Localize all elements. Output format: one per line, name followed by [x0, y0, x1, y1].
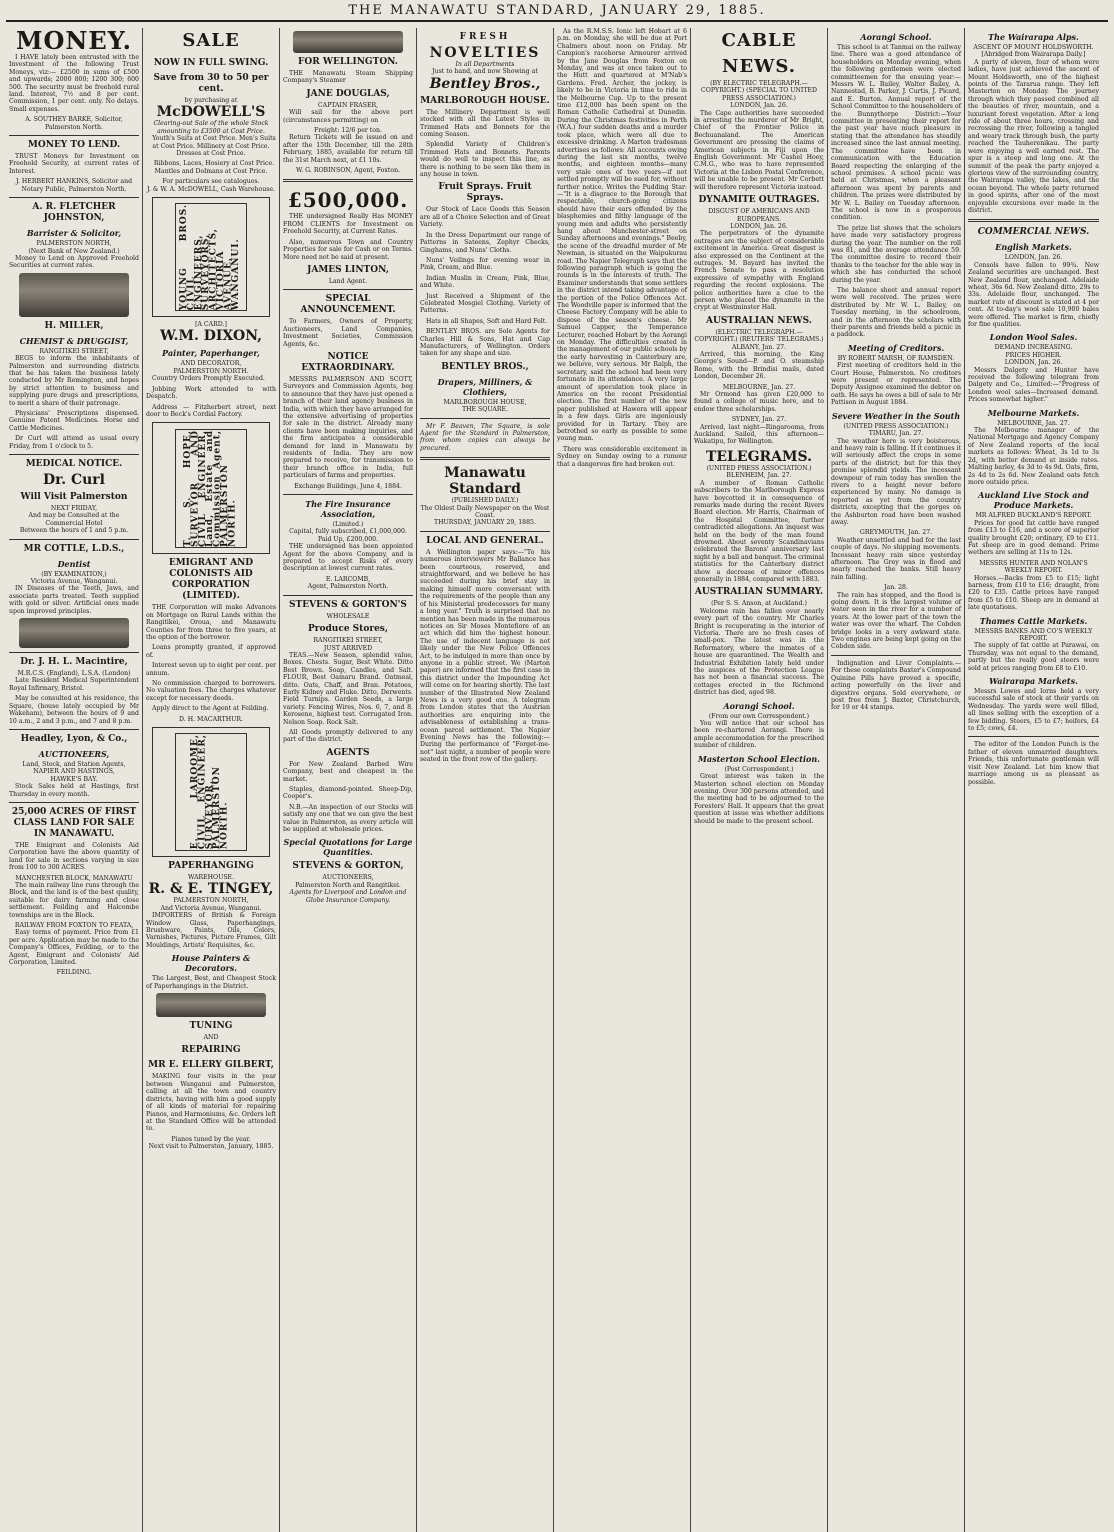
clearing-sale: Clearing-out Sale of the whole Stock amounting to £3500 at Cost Price.	[153, 120, 269, 135]
importers: IMPORTERS of British & Foreign Window Glass, Paperhangings, Brushware, Paints, Oils, Colors, Varnishes, Pictures, Picture Frames, Gilt Mouldings, Artists' Requisites, &c.	[146, 912, 276, 949]
largest-stock: The Largest, Best, and Cheapest Stock of Paperhangings in the District.	[146, 975, 276, 990]
auctioneers: AUCTIONEERS,	[38, 748, 110, 759]
greymouth-text: Weather unsettled and bad for the last couple of days. No shipping movements. Incessant heavy rain since yesterday afternoon. The Grey was in flood and nearly reached the banks. Still heavy rain falling.	[831, 536, 961, 581]
victoria-ave: Victoria Avenue, Wanganui.	[30, 578, 118, 586]
column-6	[691, 28, 828, 1532]
demand-increasing: DEMAND INCREASING.	[994, 344, 1073, 352]
wairarapa-alps: The Wairarapa Alps.	[988, 32, 1079, 42]
hope-card	[152, 422, 270, 554]
miller-text: BEGS to inform the inhabitants of Palmerston and surrounding districts that he has taken the business lately conducted by Mr Remington, and hopes by strict attention to business and supplying pure drugs and prescriptions, to merit a share of their patronage.	[9, 355, 139, 407]
indignation-ad: Indignation and Liver Complaints.—For these complaints Baxter's Compound Quinine Pills have proved a specific, acting powerfully on the liver and digestive organs. Sold everywhere, or post free from J. Baxter, Christchurch, for 19 or 44 stamps.	[831, 659, 961, 712]
jan28-text: The rain has stopped, and the flood is going down. It is the largest volume of water seen in the river for a number of years. At the lower part of the town the water was over the wharf. The Cobden bridge looks in a very awkward state. Two engines are being kept going on the Cobden side.	[831, 591, 961, 651]
headley-name: Headley, Lyon, & Co.,	[20, 733, 128, 744]
steamer-text: THE Manawatu Steam Shipping Company's Steamer	[283, 70, 413, 85]
bentley-agents: BENTLEY BROS. are Sole Agents for Charles Hill & Sons, Hat and Cap Manufacturers, of Wellington. Orders taken for any shape and size.	[420, 328, 550, 358]
london-date: LONDON, Jan. 26.	[730, 102, 788, 110]
save-banner: Save from 30 to 50 per cent.	[153, 73, 269, 94]
column-2	[143, 28, 280, 1532]
town-country: Also, numerous Town and Country Properties for sale for Cash or on Terms. More need not be said at present.	[283, 238, 413, 261]
column-3	[280, 28, 417, 1532]
hawkes-bay: HAWKE'S BAY.	[50, 775, 98, 783]
wool-text: Messrs Dalgety and Hunter have received the following telegram from Dalgety and Co., Limited:—"Progress of London wool sales—Increased demand. Prices somewhat higher."	[968, 366, 1099, 404]
english-markets: English Markets.	[995, 242, 1072, 253]
young-bros-card	[152, 197, 270, 317]
items-list: TEAS.—New Season, splendid value, Boxes. Chests. Sugar, Best White. Ditto Best Brown. Soap, Candles, and Salt. FLOUR, Best Oamaru Brand. Oatmeal, ditto. Oats, Chaff, and Bran. Potatoes, Early Kidney and Fluke. Ditto, Derwents. Field Turnips. Garden Seeds, a large variety. Fencing Wires, Nos. 6, 7, and 8. Kerosene, highest test. Corrugated Iron. Nelson Soap. Rock Salt.	[283, 651, 413, 726]
blenheim-date: BLENHEIM, Jan. 27.	[726, 472, 792, 480]
emigrant-heading: EMIGRANT AND COLONISTS AID CORPORATION (LIMITED).	[168, 558, 254, 602]
australian-news: AUSTRALIAN NEWS.	[706, 315, 812, 326]
melbourne-markets: Melbourne Markets.	[987, 407, 1080, 418]
dentist: Dentist	[57, 558, 91, 569]
special-quotations: Special Quotations for Large Quantities.	[283, 837, 413, 858]
trust-text: TRUST Moneys for Investment on Freehold Security, at current rates of Interest.	[9, 153, 139, 175]
bentley-bros-2: BENTLEY BROS.,	[441, 361, 529, 372]
auckland-markets: Auckland Live Stock and Produce Markets.	[978, 490, 1089, 511]
curl-attend: Dr Curl will attend as usual every Friday, from 1 o'clock to 5.	[9, 435, 139, 450]
summary-text: Welcome rain has fallen over nearly every part of the country. Mr Charles Bright is recuperating in the interior of Victoria. There are no fresh cases of small-pox. The latest was in the Reformatory, where the inmates of a house are quarantined. The Wealth and Industrial Exhibition lately held under the auspices of the Protection League has not been a financial success. The cottages erected in the Richmond district has died, aged 98.	[694, 607, 824, 697]
next-visit: Next visit to Palmerston, January, 1885.	[148, 1143, 274, 1151]
banks-text: The supply of fat cattle at Parawai, on Thursday, was not equal to the demand, partly but the really good steers were sold at prices ranging from £8 to £10.	[968, 642, 1099, 672]
drapers: Drapers, Milliners, & Clothiers,	[437, 376, 533, 397]
rangitikei-street: RANGITIKEI STREET,	[39, 347, 109, 355]
paper-title: Manawatu Standard	[444, 465, 526, 498]
cable-text: The Cape authorities have succeeded in arresting the murderer of Mr Bright, Chief of the Frontier Police in Bechuanaland. The American Government are pressing the claims of American subjects in Fiji upon the English Government. Mr Cashel Hoey, C.M.G., who was to have represented Victoria at the Lisbon Postal Conference, will be unable to be present. Mr Corbett will therefore represent Victoria instead.	[694, 109, 824, 191]
wool-london: LONDON, Jan. 26.	[1004, 359, 1063, 367]
paperhanging: PAPERHANGING	[168, 861, 254, 871]
late-resident: Late Resident Medical Superintendent Royal Infirmary, Bristol.	[9, 677, 139, 692]
chemist: CHEMIST & DRUGGIST,	[19, 335, 129, 346]
victoria-ave-2: And Victoria Avenue, Wanganui.	[160, 904, 262, 912]
the-square: THE SQUARE.	[462, 406, 508, 414]
johnston-name: A. R. FLETCHER JOHNSTON,	[32, 202, 116, 224]
timaru-date: TIMARU, Jan. 27.	[868, 430, 924, 438]
aus-summary: AUSTRALIAN SUMMARY.	[694, 587, 824, 598]
dixon-pn: PALMERSTON NORTH.	[173, 367, 249, 375]
hope-text: T. S. HOPE, SURVEYOR AND CIVIL ENGINEER, Land, Estate and Commission Agent, PALMERSTON NORTH.	[183, 429, 238, 547]
dress-department: In the Dress Department our range of Patterns in Sateens, Zephyr Checks, Ginghams, and Nuns' Cloths.	[420, 231, 550, 254]
dentist-engraving	[19, 618, 129, 648]
will-visit: Will Visit Palmerston	[20, 492, 128, 502]
local-text: A Wellington paper says:—"To his numerous interviewers Mr Ballance has been courteous, reserved, and straightforward, and we believe he has succeeded during his brief stay in making himself more conversant with the requirements of the people than any of his Ministerial predecessors for many a long year." Truth is surprised that no mention has been made in the numerous notices on Sir Moses Montefiore of an act which did him the highest honour. The use of indecent language is not likely under the New Police Offences Act, to be indulged in more than once by anyone in a public street. We (Marton paper) are informed that the first case in this district under the Impounding Act will come on for hearing shortly. The last number of the Illustrated New Zealand News is a very good one. A telegram from London states that the Austrian authorities are enquiring into the advisableness of establishing a trans-ocean parcel settlement. The Napier Evening News has the following:—During the performance of "Forget-me-not" last night, a number of people were seated in the front row of the gallery.	[420, 548, 550, 764]
barker-sig: A. SOUTHEY BARKE, Solicitor, Palmerston North.	[25, 116, 123, 131]
nb-note: N.B.—An inspection of our Stocks will satisfy any one that we can give the best value in Palmerston, as every article will be supplied at wholesale prices.	[283, 803, 413, 834]
dixon-address: Address — Fitzherbert street, next door to Beck's Cordial Factory.	[146, 403, 276, 418]
lace-goods: Our Stock of Lace Goods this Season are all of a Choice Selection and of Great Variety.	[420, 206, 550, 229]
english-text: Consols have fallen to 99¾. New Zealand securities are unchanged. Best New Zealand flour, unchanged. Adelaide wheat, 36s 6d. New Zealand ditto, 29s to 33s. Adelaide flour, unchanged. The market rate of discount is stated at 4 per cent. At to-day's wool sale 10,900 bales were offered. The market is firm, chiefly for fine qualities.	[968, 261, 1099, 328]
local-cont: As the R.M.S.S. Ionic left Hobart at 6 p.m. on Monday, she will be due at Port Chalmers about noon on Friday. Mr Campion's racehorse Armourer arrived by the Jane Douglas from Foxton on Monday, and was at once taken out to the Hutt and quartered at M'Nab's Gardens. Fred. Archer, the jockey, is likely to be in Victoria in time to ride in the Melbourne Cup. Up to the present time £12,000 has been spent on the Roman Catholic Cathedral at Dunedin. During the Christmas festivities in Perth (W.A.) four sudden deaths and a murder took place, which were all due to excessive drinking. A Marton tradesman advertises as follows: All accounts owing during the last six months, twelve months, and eighteen months—many very stale ones of two years—if not settled promptly will be sued for, without further notice. Writes the Pudding Star:—"It is a disgrace to the Borough that respectable, church-going citizens should have their ears offended by the blasphemies and filthy language of the young men and adults who persistently hang about Manchester-street on Sunday afternoons and evenings." Beeby, the scene of the dreadful murder of Mr Newman, is situated on the Waipukurau road. The Napier Telegraph says that the following paragraph which is going the rounds is in the interests of truth. The Examiner understands that some settlers in the district intend taking advantage of the portion of the Police Offences Act. The Woodville paper is informed that the Cheese Factory Company will be able to dispose of the season's cheese. Mr Samuel Capper, the Temperance Lecturer, reached Hobart by the Aorangi on Monday. The difficulties created in the management of our public schools by the early harvesting in Canterbury are, we believe, very serious. Mr Ralph, the secretary, said the school had been very fortunate in its attendance. A very large amount of speculation took place in America on the recent Presidential election. The first number of the new paper published at Hawera will appear in a few days. Girls are ingeniously provided for in Tartary. They are betrothed so early as possible to some young man.	[557, 28, 687, 443]
palmerson-text: MESSRS PALMERSON AND SCOTT, Surveyors and Commission Agents, beg to announce that they have just opened a branch of their land agency business in India, with which they have arranged for the extensive advertising of properties for sale in the district. Already many clients have been making inquiries, and the firm anticipates a considerable demand for land in Manawatu by residents of India. They are now prepared to receive, for transmission to their branch office in India, full particulars of farms and properties.	[283, 375, 413, 480]
railway: RAILWAY FROM FOXTON TO FEATA,	[14, 922, 134, 929]
physicians: Physicians' Prescriptions dispensed. Genuine Patent Medicines. Horse and Cattle Medicines.	[9, 409, 139, 432]
severe-weather: Severe Weather in the South	[831, 410, 961, 421]
just-arrived: JUST ARRIVED	[323, 644, 373, 652]
captain: CAPTAIN FRASER,	[317, 101, 379, 109]
cottle-text: IN Diseases of the Teeth, Jaws, and associate parts treated. Teeth supplied with gold or silver. Artificial ones made upon improved principles.	[9, 585, 139, 615]
syd-text: Arrived, last night—Ringarooma, from Auckland. Sailed, this afternoon—Wakatipu, for Wellington.	[694, 423, 824, 446]
rangitikei-st: RANGITIKEI STREET,	[313, 637, 383, 645]
nuns-veilings: Nuns' Veilings for evening wear in Pink, Cream, and Blue.	[420, 256, 550, 272]
aorangi-school: Aorangi School.	[723, 700, 795, 711]
land-agent: Land Agent.	[328, 277, 368, 285]
in-all-departments: In all Departments	[455, 61, 515, 68]
sg-agents: Agents for Liverpool and London and Globe Insurance Company.	[289, 889, 407, 904]
ribbons: Ribbons, Laces, Hosiery at Cost Price. Mantles and Dolmans at Cost Price.	[153, 160, 275, 175]
sg-place: Palmerston North and Rangitikei.	[295, 881, 401, 889]
consulted-res: May be consulted at his residence, the Square, (house lately occupied by Mr Wakeham), between the hours of 9 and 10 a.m., 2 and 3 p.m., and 7 and 8 p.m.	[9, 695, 139, 725]
special-announcement: SPECIAL ANNOUNCEMENT.	[300, 294, 396, 316]
local-cont-2: There was considerable excitement in Sydney on Sunday owing to a rumour that a dangerous fire had broken out.	[557, 445, 687, 468]
mrcs: M.R.C.S. (England), L.S.A. (London)	[17, 670, 131, 678]
fresh: FRESH	[459, 32, 511, 42]
medical-notice: MEDICAL NOTICE.	[25, 459, 123, 469]
feilding-footer: FEILDING.	[56, 969, 92, 977]
school-text-3: The balance sheet and annual report were well received. The prizes were distributed by Mr W. L. Bailey, on Tuesday morning, in the schoolroom, and in the afternoon the scholars with their parents and friends held a picnic in a paddock.	[831, 287, 961, 339]
masterton-sub: (Post Correspondent.)	[724, 765, 794, 773]
beaven-note: Mr F. Beaven, The Square, is sole Agent for the Standard in Palmerston, from whom copies can always be procured.	[420, 422, 550, 452]
miller-name: H. MILLER,	[44, 320, 104, 331]
aorangi-school-2: Aorangi School.	[860, 32, 932, 42]
disgust: DISGUST OF AMERICANS AND EUROPEANS.	[708, 208, 810, 223]
school-text-1: This school is at Tanmai on the railway line. There was a good attendance of householders on Monday evening, when the following gentlemen were elected committeemen for the ensuing year:—Messrs W. L. Bailey, Walter Bailey, A. Nannestad, B. Parker, J. Curtis, J. Picard, and E. Burton. Annual report of the School Committee to the householders of the Bunnythorpe District:—Your committee in presenting their report for the past year have much pleasure in stating that the attendance has steadily increased since the last annual meeting. The committee have been in communication with the Education Board respecting the enlarging of the school premises. A school picnic was held at Christmas, when a pleasant afternoon was spent by parents and children. The prizes were distributed by Mr W. L. Bailey on Tuesday afternoon. The school is now in a prosperous condition.	[831, 44, 961, 222]
staples: Staples, diamond-pointed. Sheep-Dip, Cooper's.	[283, 786, 413, 801]
creditors-text: First meeting of creditors held in the Court House, Palmerston. No creditors were present or represented. The Deputy Assignee examined the debtor on oath. He says he owes a bill of sale to Mr Pattison in August 1884.	[831, 362, 961, 407]
sydney-date: SYDNEY, Jan. 27.	[731, 416, 787, 424]
for-wellington: FOR WELLINGTON.	[298, 57, 398, 67]
mcdowell-sig: J. & W. A. McDOWELL, Cash Warehouse.	[146, 185, 276, 193]
sg-auctioneers: AUCTIONEERS,	[322, 874, 374, 882]
particulars: For particulars see catalogues.	[162, 178, 260, 186]
wholesale: WHOLESALE	[326, 612, 370, 620]
column-8	[965, 28, 1102, 1532]
money-approved: Money to Lend on Approved Freehold Securities at current rates.	[9, 254, 139, 270]
macintire-name: Dr. J. H. L. Macintire,	[20, 657, 128, 668]
pianos-tuned: Pianos tuned by the year.	[171, 1135, 251, 1143]
editor-note: The editor of the London Punch is the father of eleven unmarried daughters. Friends, this unfortunate gentleman will visit New Zealand. Let him know that marriage among us as pleasant as possible.	[968, 741, 1099, 786]
telegraph-note: (BY ELECTRIC TELEGRAPH.—COPYRIGHT.) (SPECIAL TO UNITED PRESS ASSOCIATION.)	[701, 80, 817, 102]
money-to-lend: MONEY TO LEND.	[27, 140, 121, 151]
barrister: Barrister & Solicitor,	[26, 228, 122, 239]
dynamite-outrages: DYNAMITE OUTRAGES.	[698, 195, 820, 206]
buckland-report: MR ALFRED BUCKLAND'S REPORT.	[975, 512, 1092, 520]
undersigned: THE undersigned Really Has MONEY FROM CLIENTS for Investment on Freehold Security, at Current Rates.	[283, 213, 413, 236]
agents-heading: AGENTS	[326, 747, 370, 758]
return-text: Return Tickets will be issued on and after the 15th December, till the 28th February, 1885, available for return till the 31st March next, at £1 10s.	[283, 134, 413, 164]
stock-sales: Stock Sales held at Hastings, first Thursday in every month.	[9, 783, 139, 798]
school-text-2: The prize list shows that the scholars have made very satisfactory progress during the year. The number on the roll was 81, and the average attendance 59. The committee desire to record their thanks to the teacher for the able way in which she has conducted the school during the year.	[831, 224, 961, 284]
wairarapa-text: Messrs Lowes and Iorns held a very successful sale of stock at their yards on Wednesday. The yards were well filled, all lines selling with the exception of a few bidding. Steers, £5 to £7; heifers, £4 to £5; cows, £4.	[968, 688, 1099, 733]
young-bros-text: YOUNG BROS. CIVIL ENGINEERS, SURVEYORS, ARCHITECTS, VICTORIA AVENUE, WANGANUI.	[179, 203, 242, 311]
just-received: Just Received a Shipment of the Celebrated Mosgiel Clothing. Variety of Patterns.	[420, 292, 550, 315]
tingey-name: R. & E. TINGEY,	[148, 881, 274, 898]
card-label: [A CARD.]	[195, 321, 227, 329]
aorangi-text: You will notice that our school has been re-chartered Aorangi. There is ample accommodation for the prescribed number of children.	[694, 720, 824, 750]
aorangi-sub: (From our own Correspondent.)	[708, 712, 810, 720]
consulted: And may be Consulted at the Commercial Hotel	[28, 512, 120, 527]
money-heading: MONEY.	[15, 28, 133, 55]
paid-up: Paid Up, £200,000.	[317, 535, 379, 543]
napier: NAPIER AND HASTINGS,	[33, 768, 115, 776]
piano-engraving	[156, 993, 266, 1017]
marlborough-2: MARLBOROUGH HOUSE,	[443, 398, 527, 406]
freight: Freight: 12/6 per ton.	[314, 127, 382, 135]
summary-sub: (Per S. S. Anson, at Auckland.)	[711, 600, 807, 608]
column-7	[828, 28, 965, 1532]
sg-name: STEVENS & GORTON,	[292, 861, 404, 872]
capital: Capital, fully subscribed, £1,000,000.	[289, 528, 407, 536]
acres-heading: 25,000 ACRES OF FIRST CLASS LAND FOR SALE IN MANAWATU.	[11, 806, 137, 839]
will-sail: Will sail for the above port (circumstances permitting) on	[283, 109, 413, 124]
by-exam: (BY EXAMINATION,)	[41, 570, 107, 578]
hats: Hats in all Shapes, Soft and Hard Felt.	[426, 317, 548, 325]
local-general: LOCAL AND GENERAL.	[426, 535, 544, 546]
pharmacy-engraving	[19, 273, 129, 317]
just-to-hand: Just to hand, and now Showing at	[432, 68, 538, 76]
linton-name: JAMES LINTON,	[307, 264, 389, 275]
ship-name: JANE DOUGLAS,	[306, 88, 390, 99]
column-1	[6, 28, 143, 1532]
prices-higher: PRICES HIGHER.	[1005, 351, 1062, 359]
marlborough-house: MARLBOROUGH HOUSE.	[420, 95, 550, 106]
aus-text: Arrived, this morning, the King George's Sound—P. and O. steamship Rome, with the Brindisi mails, dated London, December 26.	[694, 351, 824, 381]
dixon-name: W.M. DIXON,	[160, 328, 262, 345]
repairing: REPAIRING	[181, 1045, 241, 1056]
aus-tel: (ELECTRIC TELEGRAPH.—COPYRIGHT.) (REUTERS' TELEGRAMS.)	[694, 328, 824, 344]
block-name: MANCHESTER BLOCK, MANAWATU	[15, 874, 133, 882]
masterton-election: Masterton School Election.	[698, 753, 820, 764]
railway-text: Easy terms of payment. Price from £1 per acre. Application may be made to the Company's Offices, Feilding, or to the Agent, Emigrant and Colonists' Aid Corporation, Limited.	[9, 929, 139, 967]
novelties: NOVELTIES	[429, 45, 541, 61]
sale-heading: SALE	[182, 30, 240, 51]
warehouse: WAREHOUSE.	[187, 874, 235, 881]
millinery: The Millinery Department is well stocked with all the Latest Styles in Trimmed Hats and Bonnets for the coming Season.	[420, 108, 550, 139]
fruit-sprays: Fruit Sprays. Fruit Sprays.	[438, 182, 532, 204]
oldest-daily: The Oldest Daily Newspaper on the West Coast.	[420, 504, 550, 520]
banks-report: MESSRS BANKS AND CO'S WEEKLY REPORT.	[974, 627, 1093, 642]
emigrant-text: THE Emigrant and Colonists Aid Corporation have the above quantity of land for sale in sections varying in size from 100 to 300 ACRES.	[9, 841, 139, 872]
youths-suits: Youth's Suits at Cost Price. Men's Suits at Cost Price. Millinery at Cost Price. Dresses at Cost Price.	[152, 135, 276, 158]
by-purchasing: by purchasing at	[184, 97, 238, 104]
land-stock: Land, Stock, and Station Agents,	[22, 760, 126, 768]
meeting-creditors: Meeting of Creditors.	[847, 342, 945, 353]
larcomb-text: THE undersigned has been appointed Agent for the above Company, and is prepared to accept Risks of every description at lowest current rates.	[283, 543, 413, 573]
published-daily: (PUBLISHED DAILY.)	[451, 497, 519, 505]
indian-muslin: Indian Muslin in Cream, Pink, Blue, and White.	[420, 274, 550, 290]
block-text: The main railway line runs through the Block, and the land is of the best quality, suitable for dairy farming and close settlement. Feilding and Halcombe townships are in the Block.	[9, 881, 139, 919]
ascent-text: A party of eleven, four of whom were ladies, have just achieved the ascent of Mount Holdsworth, one of the highest points of the Tararua range. They left Masterton on Monday. The journey through which they passed combined all the beauties of river, mountain, and a luxuriant forest vegetation. After a long ride of about three hours, crossing and recrossing the river, following a tangled and weary track through bush, the party reached the Tauherenikau. The party were enjoying a well earned rest. The spur is a steep and long one. At the summit of the peak the party enjoyed a glorious view of the surrounding country, the Wairarapa valley, the lakes, and the ocean beyond. The whole party returned in good spirits, after one of the most enjoyable excursions ever made in the district.	[968, 58, 1099, 214]
albany-date: ALBANY, Jan. 27.	[731, 343, 787, 351]
tuning-and: AND	[203, 1034, 219, 1042]
country-orders: Country Orders Promptly Executed.	[152, 375, 265, 383]
limited: (Limited.)	[332, 521, 364, 529]
now-full-swing: NOW IN FULL SWING.	[153, 58, 269, 68]
next-bank: (Next Bank of New Zealand.)	[28, 247, 120, 255]
wool-sales: London Wool Sales.	[989, 332, 1078, 343]
melb-text: Mr Ormond has given £20,000 to found a college of music here, and to endow three scholarships.	[694, 391, 824, 413]
dr-curl: Dr. Curl	[43, 472, 105, 488]
macarthur-sig: D. H. MACARTHUR.	[179, 715, 243, 723]
fire-insurance: The Fire Insurance Association,	[305, 499, 391, 520]
auckland-text: Prices for good fat cattle have ranged from £13 to £16, and a score of superior quality brought £20; ordinary, £9 to £11. Fat sheep are in good demand. Prime wethers are selling at 11s to 12s.	[968, 519, 1099, 557]
cottle-name: MR COTTLE, L.D.S.,	[23, 543, 125, 554]
bentley-bros: Bentley Bros.,	[429, 75, 541, 92]
loans: Loans promptly granted, if approved of.	[146, 644, 276, 659]
interest: Interest seven up to eight per cent. per annum.	[146, 662, 276, 677]
abridged: [Abridged from Wairarapa Daily.]	[981, 51, 1086, 59]
telegrams: TELEGRAMS.	[705, 448, 813, 465]
melb-markets-date: MELBOURNE, Jan. 27.	[997, 419, 1070, 427]
laroome-text: E. LAROOME, CIVIL ENGINEER, SURVEYOR, PALMERSTON NORTH.	[190, 734, 231, 850]
commercial-news: COMMERCIAL NEWS.	[977, 227, 1090, 238]
mcdowell-name: McDOWELL'S	[156, 104, 266, 121]
column-5	[554, 28, 691, 1532]
severe-text: The weather here is very boisterous, and heavy rain is falling. If it continues it will seriously affect the crops in some parts of the district; but for this they promise splendid yields. The incessant downpour of rain today has swollen the rivers to a height never before experienced by many. No damage is reported as yet from the country districts, excepting that the gorges on the Ashburton road have been washed away.	[831, 437, 961, 526]
larcomb-name: E. LARCOMB,	[325, 575, 371, 583]
house-painters: House Painters & Decorators.	[171, 953, 251, 974]
next-friday: NEXT FRIDAY,	[50, 505, 98, 512]
gilbert-name: MR E. ELLERY GILBERT,	[148, 1060, 274, 1071]
stevens-gorton: STEVENS & GORTON'S	[289, 599, 407, 610]
between-hours: Between the hours of 1 and 5 p.m.	[19, 527, 129, 535]
masterton-text: Great interest was taken in the Masterton school election on Monday evening. Over 300 persons attended, and the meeting had to be adjourned to the Foresters' Hall. It appears that the great question at issue was whether additions should be made to the present school.	[694, 773, 824, 825]
robinson-sig: W. G. ROBINSON, Agent, Foxton.	[295, 167, 401, 175]
corp-text: THE Corporation will make Advances on Mortgage on Rural Lands within the Rangitikei, Oroua, and Manawatu Counties for from three to five years, at the option of the borrower.	[146, 604, 276, 641]
jan28: Jan. 28.	[884, 584, 908, 592]
to-farmers: To Farmers, Owners of Property, Auctioneers, Land Companies, Investment Societies, Commission Agents, &c.	[283, 318, 413, 348]
melbourne-date: MELBOURNE, Jan. 27.	[722, 383, 796, 391]
london-date-2: LONDON, Jan. 26.	[730, 222, 788, 230]
tingey-pn: PALMERSTON NORTH,	[173, 897, 249, 905]
all-goods: All Goods promptly delivered to any part of the district.	[283, 728, 413, 744]
issue-date: THURSDAY, JANUARY 29, 1885.	[434, 519, 536, 527]
upa: (UNITED PRESS ASSOCIATION.)	[706, 464, 812, 472]
columns	[6, 28, 1108, 1532]
exchange-buildings: Exchange Buildings, June 4, 1884.	[294, 482, 402, 490]
column-4	[417, 28, 554, 1532]
barbed-wire: For New Zealand Barbed Wire Company, best and cheapest in the market.	[283, 760, 413, 783]
hunter-report: MESSRS HUNTER AND NOLAN'S WEEKLY REPORT.	[979, 559, 1088, 575]
hunter-text: Horses.—Backs from £5 to £15; light harness, from £10 to £16; draught, from £20 to £35. Cattle prices have ranged from £5 to £10. Sheep are in demand at late quotations.	[968, 574, 1099, 612]
creditors-sub: BY ROBERT MARSH, OF RAMSDEN.	[837, 354, 955, 362]
telegrams-text: A number of Roman Catholic subscribers to the Marlborough Express have boycotted it in consequence of remarks made during the recent Rivers Board election. Mr Harris, Chairman of the Hospital Committee, further contradicted allegations. An inquest was held on the body of the man found drowned. About seventy Scandinavians celebrated the Barons' anniversary last night by a ball and banquet. The criminal statistics for the Canterbury district show a decrease of minor offences generally in 1884, compared with 1883.	[694, 479, 824, 583]
laroome-card	[152, 727, 270, 857]
money-text: I HAVE lately been entrusted with the Investment of the following Trust Moneys, viz:— £2500 in sums of £500 and upwards; 2000 800; 1200 300; 600 500. The security must be freehold rural land. Interest, 7½ and 8 per cent. Commission, 1 per cent. only. No delays. Small expenses.	[9, 54, 139, 113]
apply: Apply direct to the Agent at Feilding.	[152, 705, 269, 713]
hankins-sig: J. HERBERT HANKINS, Solicitor and Notary Public, Palmerston North.	[15, 178, 133, 193]
steamer-engraving	[293, 31, 403, 53]
produce-stores: Produce Stores,	[307, 624, 388, 635]
masthead: THE MANAWATU STANDARD, JANUARY 29, 1885.	[6, 4, 1108, 22]
decorator: AND DECORATOR,	[180, 360, 242, 368]
painter: Painter, Paperhanger,	[162, 348, 260, 359]
tuning: TUNING	[189, 1021, 233, 1032]
gilbert-text: MAKING four visits in the year between Wanganui and Palmerston, calling at all the town and country districts, having with him a good supply of all kinds of material for repairing Pianos, and Harmoniums, &c. Orders left at the Standard Office will be attended to.	[146, 1073, 276, 1133]
agent-pn: Agent, Palmerston North.	[307, 583, 389, 591]
cable-news: CABLE NEWS.	[721, 30, 797, 77]
big-money: £500,000.	[287, 188, 409, 213]
wairarapa-markets: Wairarapa Markets.	[989, 676, 1078, 687]
severe-sub: (UNITED PRESS ASSOCIATION.)	[843, 422, 949, 430]
thames-markets: Thames Cattle Markets.	[979, 615, 1088, 626]
splendid-variety: Splendid Variety of Children's Trimmed Hats and Bonnets. Parents would do well to inspect this line, as there is nothing to be seen like them in any house in town.	[420, 141, 550, 179]
dynamite-text: The perpetrators of the dynamite outrages are the subject of considerable excitement in America. Great disgust is also expressed on the Continent at the outrages. M. Bayard has invited the French Senate to pass a resolution expressive of sympathy with England regarding the recent explosions. The police authorities have a clue to the person who placed the dynamite in the crypt at Westminster Hall.	[694, 230, 824, 312]
palmerston-north: PALMERSTON NORTH,	[36, 240, 112, 248]
ascent-heading: ASCENT OF MOUNT HOLDSWORTH.	[973, 44, 1094, 51]
eng-london: LONDON, Jan. 26.	[1004, 254, 1063, 262]
no-commission: No commission charged to borrowers. No valuation fees. The charges whatever except for necessary deeds.	[146, 679, 276, 702]
jobbing-work: Jobbing Work attended to with Despatch.	[146, 385, 276, 401]
melb-markets-text: The Melbourne manager of the National Mortgage and Agency Company of New Zealand reports of the local markets as follows: Wheat, 3s 1d to 3s 2d, with better demand at inside rates. Malting barley, 4s 3d to 4s 9d. Oats, firm, 2s 4d to 2s 6d. New Zealand oats fetch more outside price.	[968, 427, 1099, 486]
notice-extraordinary: NOTICE EXTRAORDINARY.	[301, 351, 395, 373]
greymouth-date: GREYMOUTH, Jan. 27.	[859, 529, 933, 537]
